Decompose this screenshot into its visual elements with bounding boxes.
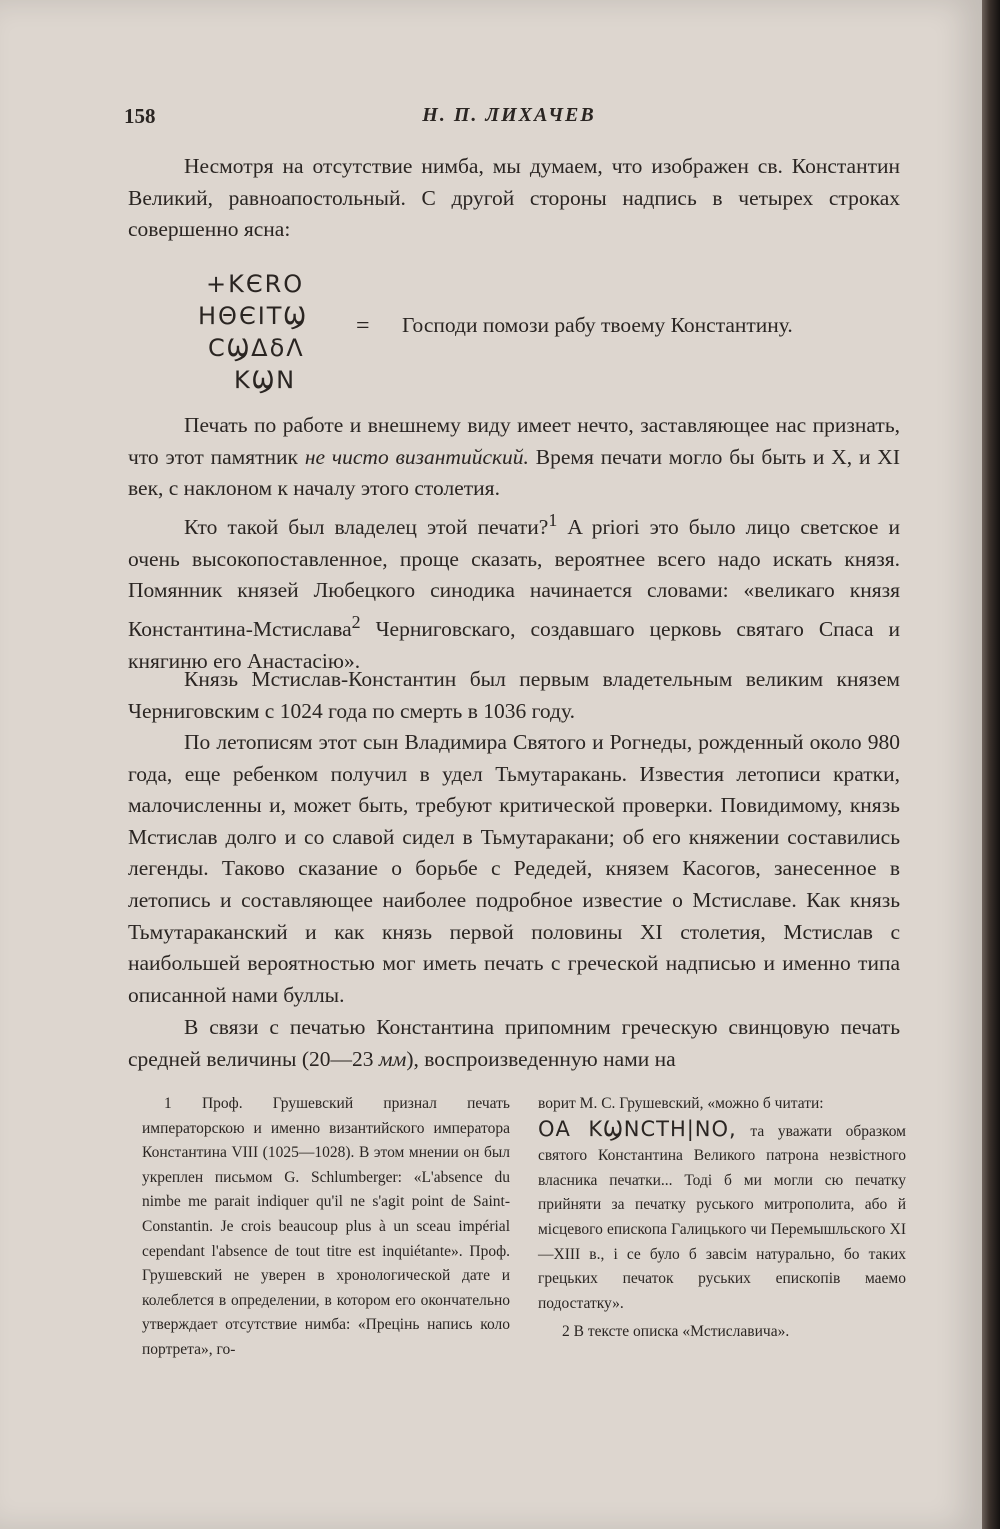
footnote-2-text: 2 В тексте описка «Мстиславича». bbox=[562, 1323, 790, 1341]
footnote-1-right-text-b: та уважати образком святого Константина Великого патрона незвістного власника печатки... Тоді б ми могли сю печатку прийняти за печатку руського митрополита, або й місцевого епископа Галицького чи Перемышльского XI—XIII в., і се було б завсім натурально, бо таких грецьких печаток руських епископів маемо подостатку». bbox=[538, 1122, 906, 1312]
footnote-1-right bbox=[538, 1092, 906, 1316]
footnote-ref-2: 2 bbox=[351, 611, 361, 632]
page-number: 158 bbox=[124, 104, 156, 128]
paragraph-5-text: По летописям этот сын Владимира Святого и Рогнеды, рожденный около 980 года, еще ребенком получил в удел Тьмутаракань. Известия летописи кратки, малочисленны и, может быть, требуют критической проверки. Повидимому, князь Мстислав долго и со славой сидел в Тьмутаракани; об его княжении составились легенды. Таково сказание о борьбе с Редедей, князем Касогов, занесенное в летопись и составляющее наиболее подробное известие о Мстиславе. Как князь Тьмутараканский и как князь первой половины XI столетия, Мстислав с наибольшей вероятностью мог иметь печать с греческой надписью и именно типа описанной нами буллы. bbox=[128, 730, 900, 1007]
paragraph-1 bbox=[128, 151, 900, 246]
paragraph-1-text: Несмотря на отсутствие нимба, мы думаем, что изображен св. Константин Великий, равноапостольный. С другой стороны надпись в четырех строках совершенно ясна: bbox=[128, 154, 900, 242]
page-header bbox=[124, 104, 894, 134]
footnotes-right-column bbox=[538, 1092, 906, 1345]
paragraph-2-italic: не чисто византийский. bbox=[304, 444, 529, 469]
footnote-1-left bbox=[142, 1092, 510, 1363]
paragraph-5 bbox=[128, 727, 900, 1011]
inscription-line-3: CϢΔδΛ bbox=[208, 334, 305, 362]
paragraph-3-text-c: Черниговскаго, создавшаго церковь святаго Спаса и княгиню его Анастасію». bbox=[128, 617, 900, 673]
inscription-line-1: +ΚЄRΟ bbox=[206, 270, 305, 298]
paragraph-6-text-b: ), воспроизведенную нами на bbox=[406, 1046, 676, 1071]
footnote-greek-reading: ΟΑ ΚϢΝCΤΗ|ΝΟ, bbox=[538, 1116, 737, 1141]
equals-sign: = bbox=[356, 313, 370, 339]
inscription-translation: Господи помози рабу твоему Константину. bbox=[402, 313, 793, 337]
paragraph-2-text-a: Печать по работе и внешнему виду имеет нечто, заставляющее нас признать, что этот памятник bbox=[128, 413, 900, 469]
footnote-1-left-text: 1 Проф. Грушевский признал печать императорскою и именно византийского императора Константина VIII (1025—1028). В этом мнении он был укреплен письмом G. Schlumberger: «L'absence du nimbe me parait indiquer qu'il ne s'agit point de Saint-Constantin. Je crois beaucoup plus à un sceau impérial cependant l'absence de tout titre est inquiétante». Проф. Грушевский не уверен в хронологической дате и колеблется в определении, в котором его окончательно утверждает отсутствие нимба: «Прецінь напись коло портрета», го- bbox=[142, 1095, 510, 1358]
footnote-ref-1: 1 bbox=[548, 510, 558, 530]
paragraph-3-text-a: Кто такой был владелец этой печати? bbox=[184, 515, 549, 540]
paragraph-6 bbox=[128, 1012, 900, 1075]
seal-inscription bbox=[198, 268, 348, 396]
paragraph-3-text-b: A priori это было лицо светское и очень высокопоставленное, проще сказать, вероятнее всего надо искать князя. Помянник князей Любецкого синодика начинается словами: «великаго князя Константина-Мстислава bbox=[128, 515, 901, 642]
footnotes-left-column bbox=[142, 1092, 510, 1363]
footnote-2 bbox=[538, 1320, 906, 1345]
paragraph-4 bbox=[128, 664, 900, 727]
inscription-line-4: ΚϢΝ bbox=[234, 366, 297, 394]
paragraph-6-text-a: В связи с печатью Константина припомним греческую свинцовую печать средней величины (20—23 bbox=[128, 1015, 900, 1071]
inscription-line-2: ΗΘЄΙΤϢ bbox=[198, 302, 308, 330]
book-spine-edge bbox=[982, 0, 1000, 1529]
paragraph-2 bbox=[128, 410, 900, 505]
paragraph-3 bbox=[128, 505, 900, 677]
paragraph-6-italic: мм bbox=[378, 1046, 407, 1071]
footnote-1-right-text-a: ворит М. С. Грушевский, «можно б читати: bbox=[538, 1095, 824, 1112]
paragraph-2-text-b: Время печати могло бы быть и X, и XI век, с наклоном к началу этого столетия. bbox=[128, 444, 900, 501]
running-title: Н. П. ЛИХАЧЕВ bbox=[422, 104, 596, 126]
paragraph-4-text: Князь Мстислав-Константин был первым владетельным великим князем Черниговским с 1024 года по смерть в 1036 году. bbox=[128, 667, 900, 723]
